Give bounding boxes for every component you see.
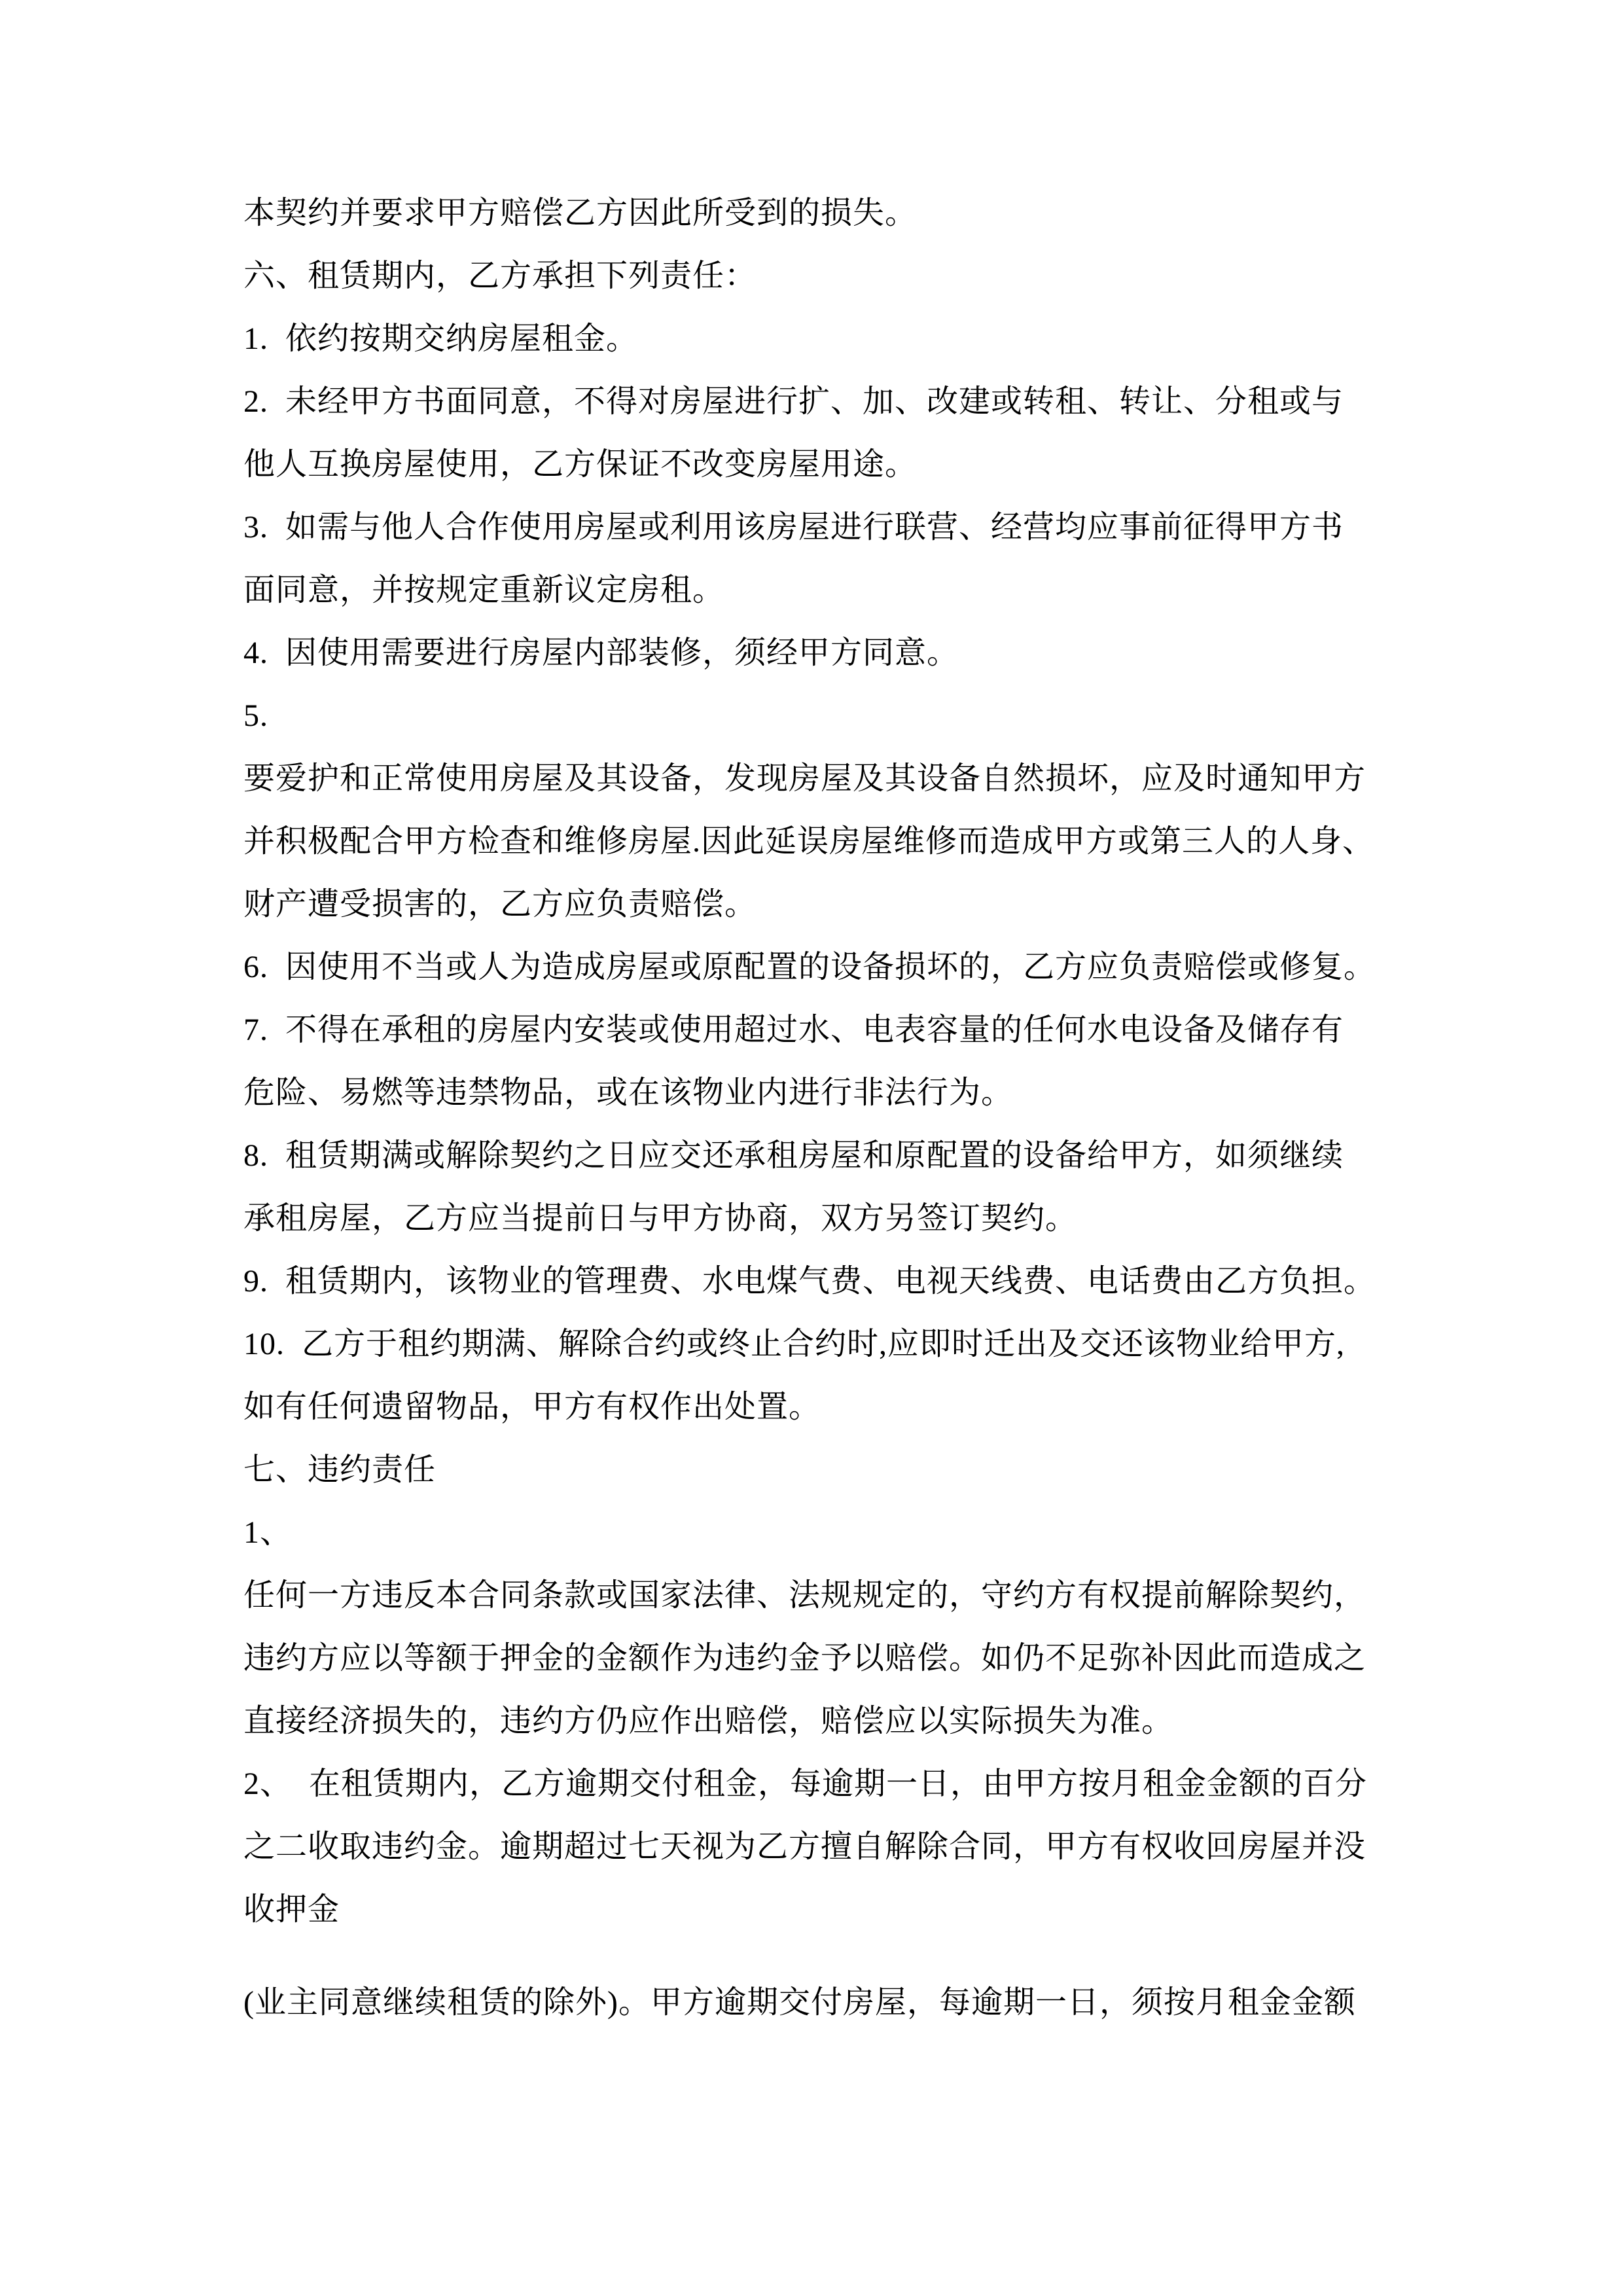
clause-item-6: 6. 因使用不当或人为造成房屋或原配置的设备损坏的，乙方应负责赔偿或修复。 [243,950,1376,984]
document-line: 本契约并要求甲方赔偿乙方因此所受到的损失。 [243,196,918,230]
document-line: 违约方应以等额于押金的金额作为违约金予以赔偿。如仍不足弥补因此而造成之 [243,1641,1366,1676]
clause-item-2: 2. 未经甲方书面同意，不得对房屋进行扩、加、改建或转租、转让、分租或与 [243,384,1344,419]
section-heading-6: 六、租赁期内，乙方承担下列责任： [243,259,757,293]
clause-item-1b: 1、 [243,1515,293,1550]
document-line: 之二收取违约金。逾期超过七天视为乙方擅自解除合同，甲方有权收回房屋并没 [243,1829,1366,1864]
document-line: 承租房屋，乙方应当提前日与甲方协商，双方另签订契约。 [243,1201,1078,1236]
clause-item-3: 3. 如需与他人合作使用房屋或利用该房屋进行联营、经营均应事前征得甲方书 [243,510,1344,545]
clause-item-2b: 2、 在租赁期内，乙方逾期交付租金，每逾期一日，由甲方按月租金金额的百分 [243,1767,1368,1801]
document-line: 财产遭受损害的，乙方应负责赔偿。 [243,887,757,922]
document-line: 面同意，并按规定重新议定房租。 [243,573,725,607]
clause-item-5: 5. [243,698,268,733]
clause-item-4: 4. 因使用需要进行房屋内部装修，须经甲方同意。 [243,636,959,670]
document-line: 危险、易燃等违禁物品，或在该物业内进行非法行为。 [243,1075,1014,1110]
clause-item-7: 7. 不得在承租的房屋内安装或使用超过水、电表容量的任何水电设备及储存有 [243,1013,1344,1047]
document-line: 如有任何遗留物品，甲方有权作出处置。 [243,1390,821,1424]
document-line: 要爱护和正常使用房屋及其设备，发现房屋及其设备自然损坏，应及时通知甲方 [243,761,1366,796]
document-line: 任何一方违反本合同条款或国家法律、法规规定的，守约方有权提前解除契约， [243,1578,1366,1613]
document-line: 并积极配合甲方检查和维修房屋.因此延误房屋维修而造成甲方或第三人的人身、 [243,824,1375,859]
section-heading-7: 七、违约责任 [243,1452,437,1487]
clause-item-1: 1. 依约按期交纳房屋租金。 [243,321,639,356]
document-line: (业主同意继续租赁的除外)。甲方逾期交付房屋，每逾期一日，须按月租金金额 [243,1985,1356,2020]
clause-item-9: 9. 租赁期内，该物业的管理费、水电煤气费、电视天线费、电话费由乙方负担。 [243,1264,1376,1299]
document-line: 直接经济损失的，违约方仍应作出赔偿，赔偿应以实际损失为准。 [243,1704,1174,1738]
document-line: 他人互换房屋使用，乙方保证不改变房屋用途。 [243,447,918,482]
document-line: 收押金 [243,1892,340,1927]
clause-item-10: 10. 乙方于租约期满、解除合约或终止合约时,应即时迁出及交还该物业给甲方, [243,1327,1346,1361]
clause-item-8: 8. 租赁期满或解除契约之日应交还承租房屋和原配置的设备给甲方，如须继续 [243,1138,1344,1173]
